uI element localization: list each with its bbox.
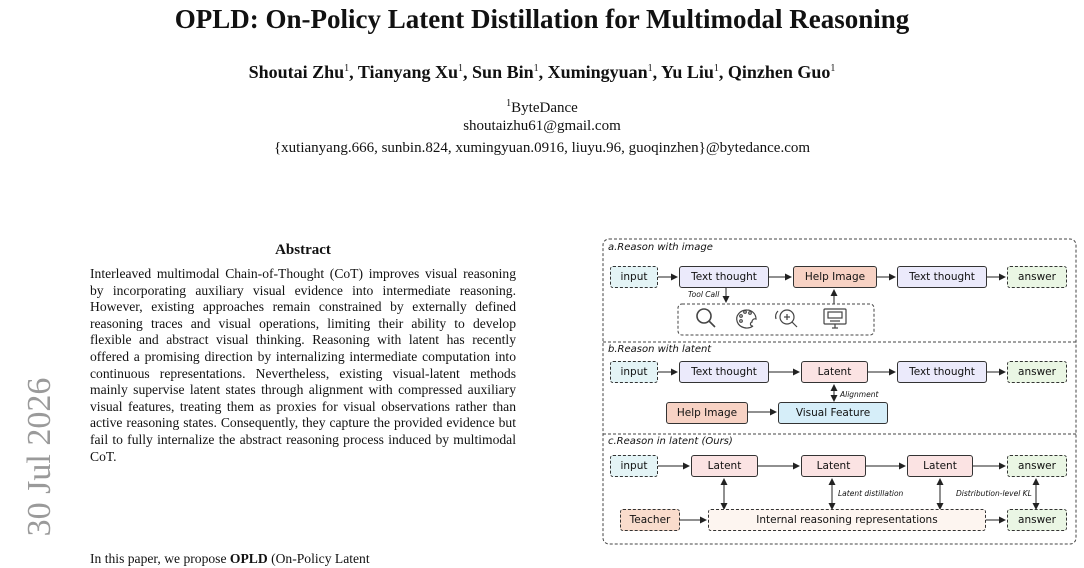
latent-node: Latent	[801, 455, 866, 477]
team-emails: {xutianyang.666, sunbin.824, xumingyuan.0916, liuyu.96, guoqinzhen}@bytedance.com	[273, 140, 811, 156]
tool-call-label: Tool Call	[688, 290, 720, 299]
author-name: Tianyang Xu	[357, 62, 459, 82]
affiliation-mark: 1	[533, 63, 539, 74]
author-name: Sun Bin	[472, 62, 534, 82]
author-email[interactable]: shoutaizhu61@gmail.com	[463, 118, 621, 134]
input-node: input	[610, 455, 658, 477]
alignment-label: Alignment	[840, 390, 879, 399]
author-list: Shoutai Zhu$^1$, Tianyang Xu$^1$, Sun Bin$^1$, Xumingyuan$^1$, Yu Liu$^1$, Qinzhen Guo$^1$	[248, 62, 836, 82]
affiliation-mark: 1	[344, 63, 350, 74]
latent-node: Latent	[907, 455, 973, 477]
author-name: Shoutai Zhu	[248, 62, 345, 82]
author-name: Yu Liu	[661, 62, 714, 82]
monitor-icon	[824, 309, 846, 328]
answer-node: answer	[1007, 266, 1067, 288]
section-a-label: a.Reason with image	[608, 242, 713, 253]
teacher-node: Teacher	[620, 509, 680, 531]
affiliation-name: ByteDance	[511, 100, 578, 116]
latent-node: Latent	[801, 361, 868, 383]
affiliation-mark: 1	[458, 63, 464, 74]
latent-node: Latent	[691, 455, 758, 477]
abstract-text: Interleaved multimodal Chain-of-Thought (CoT) improves visual reasoning by incorporating auxiliary visual evidence into intermediate reasoning. However, existing approaches remain constrained by externally defined reasoning traces and visual operations, limiting their ability to develop flexible and abstract visual thinking. Reasoning with latent has recently offered a promising direction by internalizing intermediate computation into continuous representations. Nevertheless, existing visual-latent methods mainly supervise latent states through alignment with compressed auxiliary visual features, treating them as proxies for visual observations rather than active reasoning states. Consequently, they capture the provided evidence but fail to fully internalize the abstract reasoning process induced by multimodal CoT.	[90, 266, 516, 464]
text-thought-node: Text thought	[679, 266, 769, 288]
intro-text: (On-Policy Latent	[271, 551, 370, 566]
method-figure	[602, 238, 1078, 546]
palette-icon	[737, 310, 756, 328]
affiliation-mark: 1	[830, 63, 836, 74]
input-node: input	[610, 266, 658, 288]
latent-distillation-label: Latent distillation	[838, 489, 904, 498]
affiliation-mark: 1	[506, 98, 512, 109]
author-name: Xumingyuan	[547, 62, 648, 82]
help-image-node: Help Image	[793, 266, 877, 288]
input-node: input	[610, 361, 658, 383]
intro-line	[90, 551, 516, 568]
text-thought-node: Text thought	[897, 361, 987, 383]
section-b-label: b.Reason with latent	[608, 344, 712, 355]
answer-node: answer	[1007, 361, 1067, 383]
method-name: OPLD	[229, 551, 268, 566]
affiliation	[0, 98, 1084, 117]
affiliation-mark: 1	[713, 63, 719, 74]
abstract-heading: Abstract	[275, 242, 331, 258]
author-name: Qinzhen Guo	[727, 62, 831, 82]
answer-node: answer	[1007, 509, 1067, 531]
text-thought-node: Text thought	[897, 266, 987, 288]
search-icon	[697, 309, 715, 327]
affiliation-mark: 1	[647, 63, 653, 74]
text-thought-node: Text thought	[679, 361, 769, 383]
section-c-label: c.Reason in latent (Ours)	[608, 436, 733, 447]
intro-text: In this paper, we propose	[90, 551, 227, 566]
answer-node: answer	[1007, 455, 1067, 477]
paper-title: OPLD: On-Policy Latent Distillation for Multimodal Reasoning	[174, 4, 910, 34]
visual-feature-node: Visual Feature	[778, 402, 888, 424]
help-image-node: Help Image	[666, 402, 748, 424]
arxiv-side-stamp: 30 Jul 2026	[21, 377, 58, 537]
kl-label: Distribution-level KL	[956, 489, 1032, 498]
zoom-in-icon	[776, 310, 797, 327]
internal-representations-node: Internal reasoning representations	[708, 509, 986, 531]
